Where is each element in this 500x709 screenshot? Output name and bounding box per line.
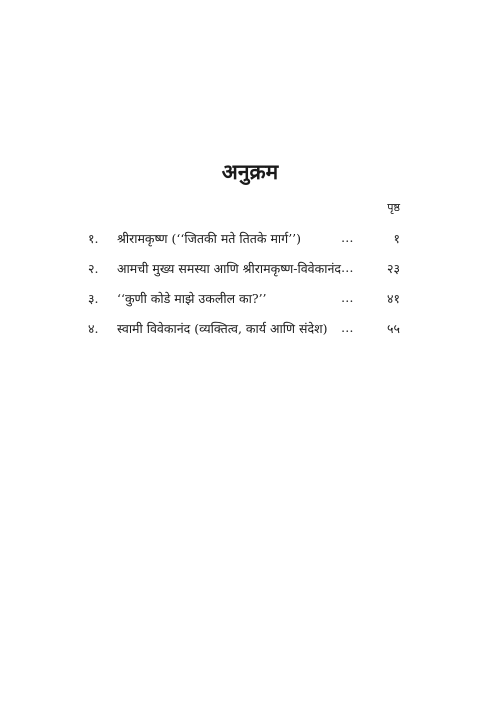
entry-leader: … — [341, 230, 354, 245]
entry-number: ३. — [88, 291, 99, 306]
entry-title: ‘‘कुणी कोडे माझे उकलील का?’’ — [117, 291, 267, 306]
contents-title: अनुक्रम — [221, 160, 279, 184]
entry-page: १ — [393, 231, 400, 246]
entry-title: आमची मुख्य समस्या आणि श्रीरामकृष्ण-विवेकानंद — [117, 261, 342, 276]
toc-entry — [0, 290, 500, 310]
entry-leader: … — [341, 290, 354, 305]
entry-page: ४१ — [386, 291, 400, 306]
entry-title: स्वामी विवेकानंद (व्यक्तित्व, कार्य आणि संदेश) — [117, 321, 328, 336]
entry-leader: … — [341, 320, 354, 335]
toc-entry — [0, 320, 500, 340]
entry-number: ४. — [88, 321, 99, 336]
entry-page: २३ — [386, 261, 400, 276]
toc-entry — [0, 230, 500, 250]
entry-leader: … — [341, 260, 354, 275]
toc-entry — [0, 260, 500, 280]
entry-title: श्रीरामकृष्ण (‘‘जितकी मते तितके मार्ग’’) — [117, 231, 302, 246]
entry-number: २. — [88, 261, 99, 276]
page-column-heading: पृष्ठ — [387, 201, 400, 214]
entry-page: ५५ — [386, 321, 400, 336]
entry-number: १. — [88, 231, 99, 246]
